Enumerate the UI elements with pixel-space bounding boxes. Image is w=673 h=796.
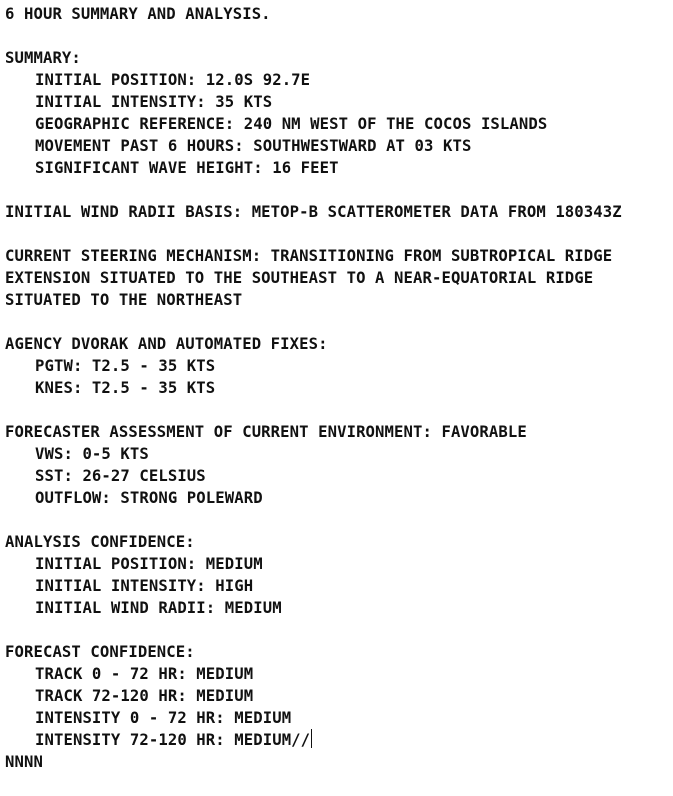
forecast-track-72-120: TRACK 72-120 HR: MEDIUM xyxy=(35,687,254,705)
environment-vws: VWS: 0-5 KTS xyxy=(35,445,149,463)
summary-movement: MOVEMENT PAST 6 HOURS: SOUTHWESTWARD AT 03 KTS xyxy=(35,137,472,155)
forecast-intensity-0-72: INTENSITY 0 - 72 HR: MEDIUM xyxy=(35,709,292,727)
fix-knes: KNES: T2.5 - 35 KTS xyxy=(35,379,216,397)
forecast-intensity-72-120-line[interactable] xyxy=(5,729,669,751)
summary-initial-intensity: INITIAL INTENSITY: 35 KTS xyxy=(35,93,273,111)
text-cursor xyxy=(311,729,312,748)
blank-line xyxy=(5,399,669,421)
fixes-heading: AGENCY DVORAK AND AUTOMATED FIXES: xyxy=(5,335,328,353)
summary-initial-position: INITIAL POSITION: 12.0S 92.7E xyxy=(35,71,311,89)
bulletin-header: 6 HOUR SUMMARY AND ANALYSIS. xyxy=(5,5,271,23)
bulletin-document xyxy=(5,3,669,773)
summary-heading: SUMMARY: xyxy=(5,49,81,67)
blank-line xyxy=(5,25,669,47)
steering-line-3: SITUATED TO THE NORTHEAST xyxy=(5,291,243,309)
summary-geographic-reference: GEOGRAPHIC REFERENCE: 240 NM WEST OF THE COCOS ISLANDS xyxy=(35,115,548,133)
fix-pgtw: PGTW: T2.5 - 35 KTS xyxy=(35,357,216,375)
environment-outflow: OUTFLOW: STRONG POLEWARD xyxy=(35,489,263,507)
bulletin-footer: NNNN xyxy=(5,753,43,771)
wind-radii-basis: INITIAL WIND RADII BASIS: METOP-B SCATTEROMETER DATA FROM 180343Z xyxy=(5,203,622,221)
blank-line xyxy=(5,311,669,333)
blank-line xyxy=(5,179,669,201)
analysis-confidence-position: INITIAL POSITION: MEDIUM xyxy=(35,555,263,573)
environment-sst: SST: 26-27 CELSIUS xyxy=(35,467,206,485)
summary-wave-height: SIGNIFICANT WAVE HEIGHT: 16 FEET xyxy=(35,159,339,177)
blank-line xyxy=(5,619,669,641)
environment-heading: FORECASTER ASSESSMENT OF CURRENT ENVIRONMENT: FAVORABLE xyxy=(5,423,527,441)
steering-line-1: CURRENT STEERING MECHANISM: TRANSITIONING FROM SUBTROPICAL RIDGE xyxy=(5,247,613,265)
steering-line-2: EXTENSION SITUATED TO THE SOUTHEAST TO A NEAR-EQUATORIAL RIDGE xyxy=(5,269,594,287)
analysis-confidence-intensity: INITIAL INTENSITY: HIGH xyxy=(35,577,254,595)
forecast-intensity-72-120: INTENSITY 72-120 HR: MEDIUM// xyxy=(35,731,311,749)
analysis-confidence-wind-radii: INITIAL WIND RADII: MEDIUM xyxy=(35,599,282,617)
forecast-confidence-heading: FORECAST CONFIDENCE: xyxy=(5,643,195,661)
blank-line xyxy=(5,509,669,531)
analysis-confidence-heading: ANALYSIS CONFIDENCE: xyxy=(5,533,195,551)
forecast-track-0-72: TRACK 0 - 72 HR: MEDIUM xyxy=(35,665,254,683)
blank-line xyxy=(5,223,669,245)
